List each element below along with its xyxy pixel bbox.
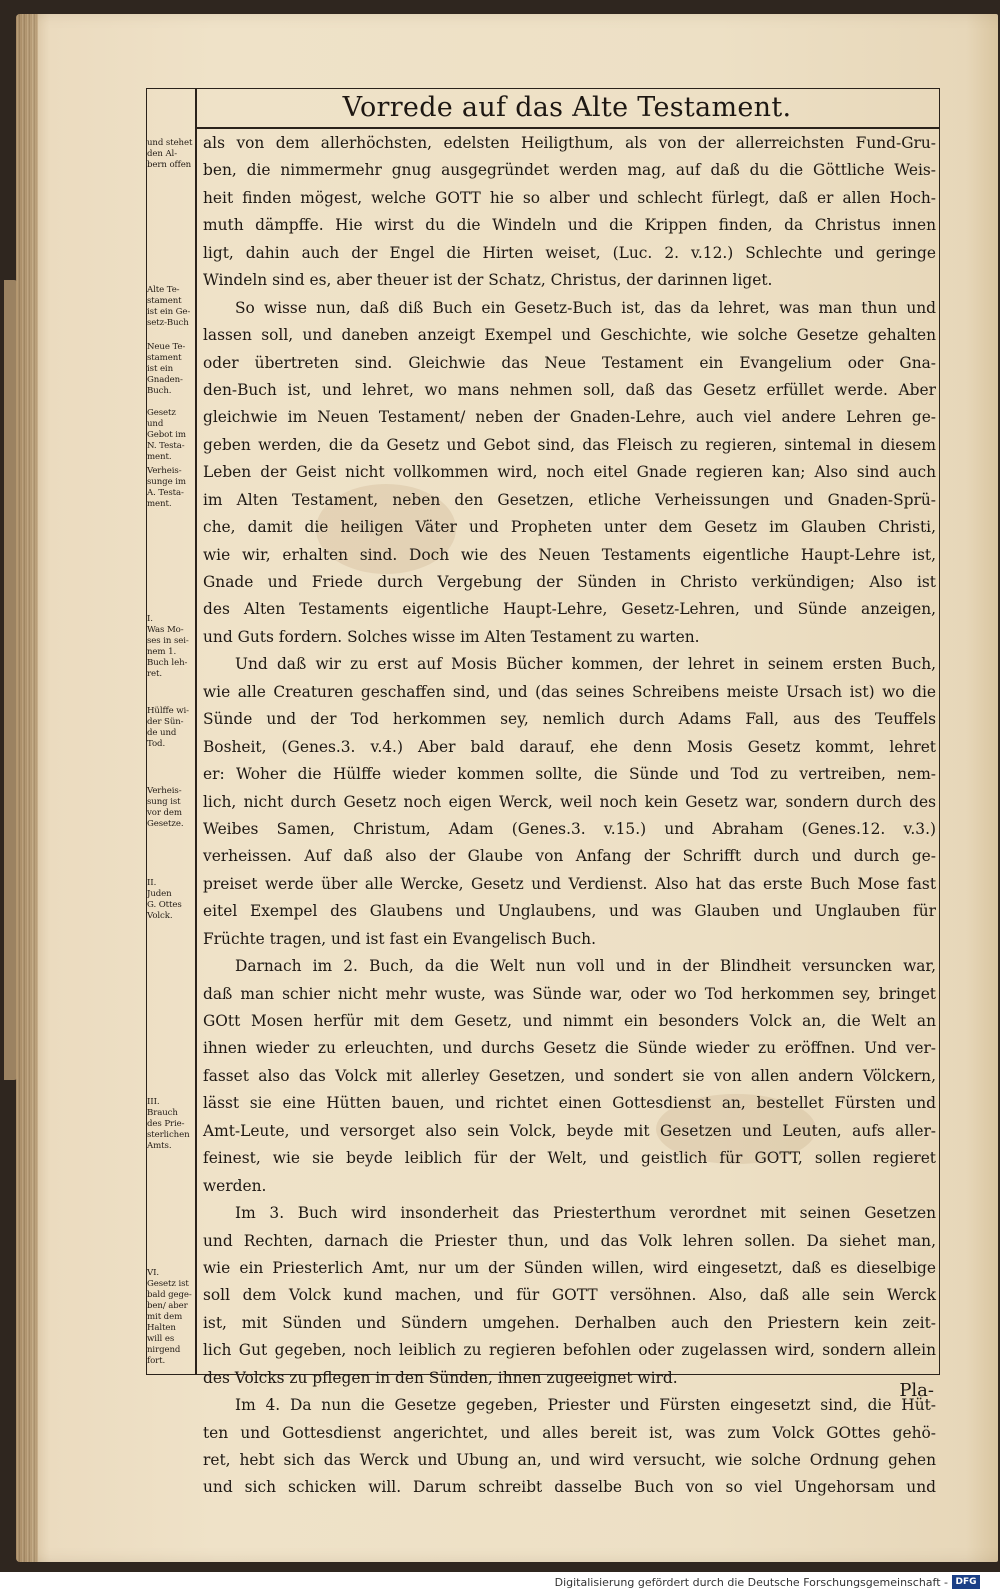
sidenote: Gesetz und Gebot im N. Testa- ment.	[147, 408, 186, 462]
text-line: lässt sie eine Hütten bauen, und richtet einen Gottesdienst an, bestellet Fürsten und	[203, 1094, 936, 1113]
text-line: che, damit die heiligen Väter und Propheten unter dem Gesetz im Glauben Christi,	[203, 518, 936, 537]
text-line: oder übertreten sind. Gleichwie das Neue Testament ein Evangelium oder Gna-	[203, 353, 936, 372]
text-line: ten und Gottesdienst angerichtet, und alles bereit ist, was zum Volck GOttes gehö-	[203, 1423, 936, 1442]
text-line: den-Buch ist, und lehret, wo mans nehmen soll, daß das Gesetz erfüllet werde. Aber	[203, 380, 936, 399]
text-line: werden.	[203, 1176, 267, 1195]
text-line: Bosheit, (Genes.3. v.4.) Aber bald darauf, ehe denn Mosis Gesetz kommt, lehret	[203, 737, 936, 756]
text-line: lich, nicht durch Gesetz noch eigen Werck, weil noch kein Gesetz war, sondern durch des	[203, 792, 936, 811]
text-line: ben, die nimmermehr gnug ausgegründet werden mag, auf daß du die Göttliche Weis-	[203, 161, 936, 180]
page-title: Vorrede auf das Alte Testament.	[342, 92, 792, 123]
catchword: Pla-	[899, 1380, 934, 1401]
sidenote: I. Was Mo- ses in sei- nem 1. Buch leh- ret.	[147, 614, 189, 679]
page-edge	[16, 14, 38, 1562]
text-line: wie wir, erhalten sind. Doch wie des Neuen Testaments eigentliche Haupt-Lehre ist,	[203, 545, 936, 564]
text-line: und Rechten, darnach die Priester thun, und das Volk lehren sollen. Da siehet man,	[203, 1231, 936, 1250]
sidenote: Alte Te- stament ist ein Ge- setz-Buch	[147, 285, 191, 328]
text-line: wie alle Creaturen geschaffen sind, und (das seines Schreibens meiste Ursach ist) wo die	[203, 682, 936, 701]
text-line: Früchte tragen, und ist fast ein Evangelisch Buch.	[203, 929, 596, 948]
text-line: Sünde und der Tod herkommen sey, nemlich durch Adams Fall, aus des Teuffels	[203, 710, 936, 729]
text-line: des Alten Testaments eigentliche Haupt-Lehre, Gesetz-Lehren, und Sünde anzeigen,	[203, 600, 936, 619]
sidenote: VI. Gesetz ist bald gege- ben/ aber mit dem Halten will es nirgend fort.	[147, 1268, 192, 1366]
sidenote: Neue Te- stament ist ein Gnaden- Buch.	[147, 342, 186, 396]
sidenote: III. Brauch des Prie- sterlichen Amts.	[147, 1097, 190, 1151]
text-line: preiset werde über alle Wercke, Gesetz und Verdienst. Also hat das erste Buch Mose fast	[203, 874, 936, 893]
text-line: Amt-Leute, und versorget also sein Volck, beyde mit Gesetzen und Leuten, aufs aller-	[203, 1121, 936, 1140]
text-line: verheissen. Auf daß also der Glaube von Anfang der Schrifft durch und durch ge-	[203, 847, 936, 866]
text-line: GOtt Mosen herfür mit dem Gesetz, und nimmt ein besonders Volck an, die Welt an	[203, 1012, 936, 1030]
dfg-logo: DFG	[952, 1575, 980, 1589]
text-line: Leben der Geist nicht vollkommen wird, noch eitel Gnade regieren kan; Also sind auch	[203, 463, 936, 482]
body-text	[203, 130, 936, 1502]
text-line: als von dem allerhöchsten, edelsten Heiligthum, als von der allerreichsten Fund-Gru-	[203, 134, 936, 152]
text-line: So wisse nun, daß diß Buch ein Gesetz-Buch ist, das da lehret, was man thun und	[235, 298, 936, 317]
text-line: Und daß wir zu erst auf Mosis Bücher kommen, der lehret in seinem ersten Buch,	[235, 655, 936, 674]
text-line: ihnen wieder zu erleuchten, und durchs Gesetz die Sünde wieder zu eröffnen. Und ver-	[203, 1039, 936, 1058]
text-line: ret, hebt sich das Werck und Ubung an, und wird versucht, wie solche Ordnung gehen	[203, 1451, 936, 1469]
sidenote: Verheis- sunge im A. Testa- ment.	[147, 466, 186, 509]
text-line: heit finden mögest, welche GOTT hie so alber und schlecht fürlegt, daß er allen Hoch-	[203, 188, 936, 207]
text-line: feinest, wie sie beyde leiblich für der Welt, und geistlich für GOTT, sollen regieret	[203, 1149, 936, 1168]
text-line: und sich schicken will. Darum schreibt dasselbe Buch von so viel Ungehorsam und	[203, 1478, 936, 1497]
text-line: er: Woher die Hülffe wieder kommen sollte, die Sünde und Tod zu vertreiben, nem-	[203, 765, 936, 784]
text-line: eitel Exempel des Glaubens und Unglaubens, und was Glauben und Unglauben für	[203, 902, 936, 921]
text-line: soll dem Volck kund machen, und für GOTT versöhnen. Also, daß alle sein Werck	[203, 1286, 936, 1305]
text-line: Weibes Samen, Christum, Adam (Genes.3. v.15.) und Abraham (Genes.12. v.3.)	[203, 819, 936, 838]
text-line: ist, mit Sünden und Sündern umgehen. Derhalben auch den Priestern kein zeit-	[203, 1313, 936, 1332]
text-line: Windeln sind es, aber theuer ist der Schatz, Christus, der darinnen liget.	[203, 271, 773, 290]
text-line: lich Gut gegeben, noch leiblich zu regieren befohlen oder zugelassen wird, sondern allein	[203, 1341, 936, 1360]
text-line: und Guts fordern. Solches wisse im Alten Testament zu warten.	[203, 627, 700, 646]
sidenote: II. Juden G. Ottes Volck.	[147, 878, 182, 921]
sidenote: Verheis- sung ist vor dem Gesetze.	[147, 786, 184, 829]
sidenote: und stehet den Al- bern offen	[147, 138, 193, 170]
header-rule	[195, 127, 939, 129]
text-line: Im 4. Da nun die Gesetze gegeben, Priester und Fürsten eingesetzt sind, die Hüt-	[235, 1396, 936, 1415]
text-line: gleichwie im Neuen Testament/ neben der Gnaden-Lehre, auch viel andere Lehren ge-	[203, 408, 936, 427]
ribbon-strip	[4, 280, 18, 1080]
text-line: Gnade und Friede durch Vergebung der Sünden in Christo verkündigen; Also ist	[203, 573, 936, 591]
text-line: muth dämpffe. Hie wirst du die Windeln und die Krippen finden, da Christus innen	[203, 216, 936, 235]
sidenote: Hülffe wi- der Sün- de und Tod.	[147, 706, 189, 749]
text-line: ligt, dahin auch der Engel die Hirten weiset, (Luc. 2. v.12.) Schlechte und geringe	[203, 243, 936, 262]
text-line: des Volcks zu pflegen in den Sünden, ihnen zugeeignet wird.	[203, 1368, 678, 1387]
text-line: geben werden, die da Gesetz und Gebot sind, das Fleisch zu regieren, sintemal in diesem	[203, 435, 936, 454]
text-line: daß man schier nicht mehr wuste, was Sünde war, oder wo Tod herkommen sey, bringet	[203, 984, 936, 1003]
text-line: Im 3. Buch wird insonderheit das Priesterthum verordnet mit seinen Gesetzen	[235, 1204, 936, 1223]
text-line: wie ein Priesterlich Amt, nur um der Sünden willen, wird eingesetzt, daß es dieselbige	[203, 1258, 936, 1277]
text-line: fasset also das Volck mit allerley Gesetzen, und sondert sie von allen andern Völckern,	[203, 1066, 936, 1085]
text-line: lassen soll, und daneben anzeigt Exempel und Geschichte, wie solche Gesetze gehalten	[203, 326, 936, 345]
text-line: im Alten Testament, neben den Gesetzen, etliche Verheissungen und Gnaden-Sprü-	[203, 490, 936, 509]
digitization-credit: Digitalisierung gefördert durch die Deutsche Forschungsgemeinschaft -	[554, 1576, 948, 1589]
margin-rule	[195, 88, 197, 1375]
text-line: Darnach im 2. Buch, da die Welt nun voll und in der Blindheit versuncken war,	[235, 957, 936, 976]
